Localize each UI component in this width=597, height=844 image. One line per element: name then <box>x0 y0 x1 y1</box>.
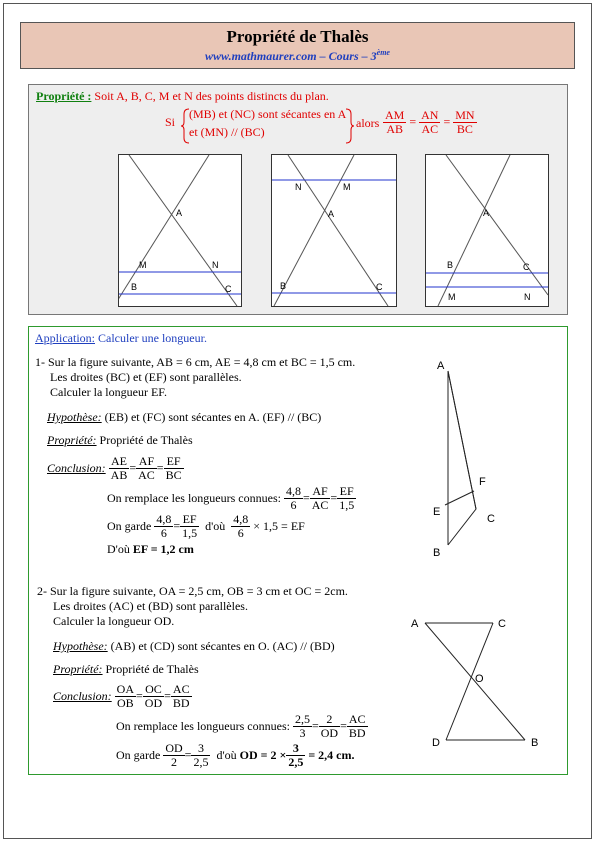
point-label: B <box>433 547 441 559</box>
frac-den: AC <box>311 498 329 512</box>
frac-num: EF <box>180 513 199 527</box>
ex1-result <box>107 542 194 557</box>
ex1-replace: On remplace les longueurs connues: $\frac{4,8}{6}$ = $\frac{AF}{AC}$ = $\frac{EF}{1,5}$ <box>107 484 355 512</box>
point-label: A <box>328 209 335 219</box>
point-label: C <box>523 262 530 272</box>
ex2-statement-2: Les droites (AC) et (BD) sont parallèles. <box>53 599 248 613</box>
property-si: Si <box>165 115 176 129</box>
equals-sign: = <box>443 114 451 129</box>
property-box <box>28 84 568 315</box>
point-label: C <box>498 618 506 630</box>
thales-figure-2 <box>271 154 397 307</box>
point-label: B <box>280 281 287 291</box>
frac-den: 6 <box>237 526 244 540</box>
point-label: D <box>432 737 440 749</box>
point-label: A <box>411 618 419 630</box>
frac-num: 2,5 <box>294 712 310 726</box>
conclusion-label: Conclusion: <box>53 689 112 703</box>
frac-num: EF <box>337 485 356 499</box>
point-label: B <box>447 260 454 270</box>
frac-den: OB <box>117 696 134 710</box>
point-label: A <box>483 208 490 218</box>
page-title: Propriété de Thalès <box>226 27 369 46</box>
ex1-statement-1: 1- Sur la figure suivante, AB = 6 cm, AE = 4,8 cm et BC = 1,5 cm. <box>35 355 356 369</box>
frac-den: 3 <box>299 726 306 740</box>
frac-num: 3 <box>191 742 210 756</box>
hypothesis-label: Hypothèse: <box>47 410 102 424</box>
property-condition-1: (MB) et (NC) sont sécantes en A <box>189 107 347 121</box>
frac-den: 1,5 <box>339 498 355 512</box>
ex1-statement-2: Les droites (BC) et (EF) sont parallèles. <box>50 370 242 384</box>
replace-text: On remplace les longueurs connues: <box>107 491 281 505</box>
subtitle-level: 3 <box>370 49 377 63</box>
application-label: Application: <box>35 331 95 345</box>
dou-text: d'où <box>205 519 226 533</box>
point-label: B <box>531 737 539 749</box>
frac-den: 6 <box>160 526 167 540</box>
frac-den: 2,5 <box>193 755 209 769</box>
property-ref-label: Propriété: <box>47 433 97 447</box>
ex2-replace: On remplace les longueurs connues: $\frac{2,5}{3}$ = $\frac{2}{OD}$ = $\frac{AC}{BD}$ <box>116 712 366 740</box>
frac-den: BD <box>348 726 366 740</box>
property-ratios <box>383 109 477 136</box>
point-label: N <box>295 182 302 192</box>
thales-figure-1-drawing <box>119 155 241 306</box>
point-label: E <box>433 506 441 518</box>
frac-num: AE <box>109 455 130 469</box>
result-prefix: D'où <box>107 542 133 556</box>
point-label: B <box>131 282 138 292</box>
property-text: Soit A, B, C, M et N des points distincts du plan. <box>94 89 329 103</box>
ex1-statement-3: Calculer la longueur EF. <box>50 385 168 399</box>
frac-num: OC <box>143 683 164 697</box>
hypothesis-text: (AB) et (CD) sont sécantes en O. (AC) // (BD) <box>110 639 335 653</box>
frac-den: OD <box>320 726 339 740</box>
ex2-hypothesis <box>53 639 335 654</box>
point-label: O <box>475 673 484 685</box>
frac-den: 1,5 <box>182 526 198 540</box>
frac-num: 4,8 <box>233 512 249 526</box>
ex1-keep: On garde $\frac{4,8}{6}$ = $\frac{EF}{1,5}$ d'où $\frac{4,8}{6}$ × 1,5 = EF <box>107 512 305 540</box>
subtitle-separator: – <box>316 49 329 63</box>
ex2-statement-1: 2- Sur la figure suivante, OA = 2,5 cm, OB = 3 cm et OC = 2cm. <box>37 584 348 598</box>
frac-den: 6 <box>290 498 297 512</box>
thales-figure-3-drawing <box>426 155 548 306</box>
property-alors: alors <box>356 116 380 130</box>
subtitle-level-sup: ème <box>376 48 390 57</box>
point-label: C <box>487 513 495 525</box>
right-brace <box>345 108 355 144</box>
subtitle-cours: Cours <box>328 49 359 63</box>
thales-figure-3 <box>425 154 549 307</box>
ex2-figure <box>405 612 555 752</box>
point-label: C <box>376 282 383 292</box>
frac-den: AB <box>110 468 128 482</box>
keep-result: = 2,4 cm. <box>308 748 355 762</box>
frac-den: 2,5 <box>288 755 304 769</box>
frac-num: 4,8 <box>156 512 172 526</box>
hypothesis-text: (EB) et (FC) sont sécantes en A. (EF) // (BC) <box>104 410 322 424</box>
property-ref-label: Propriété: <box>53 662 103 676</box>
application-heading <box>35 331 207 346</box>
property-condition-2: et (MN) // (BC) <box>189 125 265 139</box>
ex2-statement-3: Calculer la longueur OD. <box>53 614 175 628</box>
ratio-an-ac: $\frac{AN}{AC}$ <box>421 108 439 136</box>
point-label: N <box>212 260 219 270</box>
point-label: A <box>176 208 183 218</box>
point-label: M <box>343 182 351 192</box>
frac-num: 3 <box>286 742 305 756</box>
ratio-am-ab: $\frac{AM}{AB}$ <box>385 108 405 136</box>
frac-num: 2 <box>319 713 340 727</box>
equals-sign: = <box>409 114 417 129</box>
frac-den: 2 <box>171 755 177 769</box>
keep-tail: × 1,5 = EF <box>253 519 305 533</box>
keep-text: On garde <box>116 748 161 762</box>
ratio-mn-bc: $\frac{MN}{BC}$ <box>455 108 475 136</box>
hypothesis-label: Hypothèse: <box>53 639 108 653</box>
frac-den: OD <box>144 696 163 710</box>
ex2-keep: On garde $\frac{OD}{2}$ = $\frac{3}{2,5}$ d'où OD = 2 × $\frac{3}{2,5}$ = 2,4 cm. <box>116 741 355 769</box>
thales-figure-1 <box>118 154 242 307</box>
ex2-property <box>53 662 199 677</box>
thales-figure-2-drawing <box>272 155 396 306</box>
property-ref-text: Propriété de Thalès <box>99 433 193 447</box>
page-header <box>20 22 575 69</box>
frac-num: OA <box>116 682 135 696</box>
property-statement <box>36 89 329 104</box>
frac-den: BD <box>172 696 190 710</box>
frac-num: AF <box>136 455 157 469</box>
ex1-hypothesis <box>47 410 321 425</box>
keep-text: On garde <box>107 519 152 533</box>
site-link[interactable]: www.mathmaurer.com <box>205 49 317 63</box>
property-label: Propriété : <box>36 89 92 103</box>
keep-mid: OD = 2 × <box>239 748 287 762</box>
frac-num: OD <box>165 741 183 755</box>
conclusion-label: Conclusion: <box>47 461 106 475</box>
point-label: F <box>479 476 486 488</box>
property-ref-text: Propriété de Thalès <box>105 662 199 676</box>
replace-text: On remplace les longueurs connues: <box>116 719 290 733</box>
page-subtitle <box>21 48 574 64</box>
frac-num: AC <box>348 712 366 726</box>
result-value: EF = 1,2 cm <box>132 542 194 556</box>
frac-num: EF <box>164 455 184 469</box>
frac-den: AC <box>138 468 155 482</box>
ex1-conclusion: Conclusion: $\frac{AE}{AB}$ = $\frac{AF}{AC}$ = $\frac{EF}{BC}$ <box>47 454 182 482</box>
application-box <box>28 326 568 775</box>
ex1-property <box>47 433 193 448</box>
point-label: A <box>437 360 445 372</box>
frac-num: 4,8 <box>285 484 301 498</box>
ex2-conclusion: Conclusion: $\frac{OA}{OB}$ = $\frac{OC}{OD}$ = $\frac{AC}{BD}$ <box>53 682 190 710</box>
point-label: M <box>139 260 147 270</box>
frac-num: AC <box>172 682 190 696</box>
point-label: M <box>448 292 456 302</box>
application-title: Calculer une longueur. <box>98 331 207 345</box>
ex1-figure <box>425 355 505 560</box>
subtitle-separator: – <box>358 49 371 63</box>
dou-text: d'où <box>216 748 237 762</box>
frac-den: BC <box>165 468 182 482</box>
frac-num: AF <box>310 485 331 499</box>
point-label: C <box>225 284 232 294</box>
point-label: N <box>524 292 531 302</box>
